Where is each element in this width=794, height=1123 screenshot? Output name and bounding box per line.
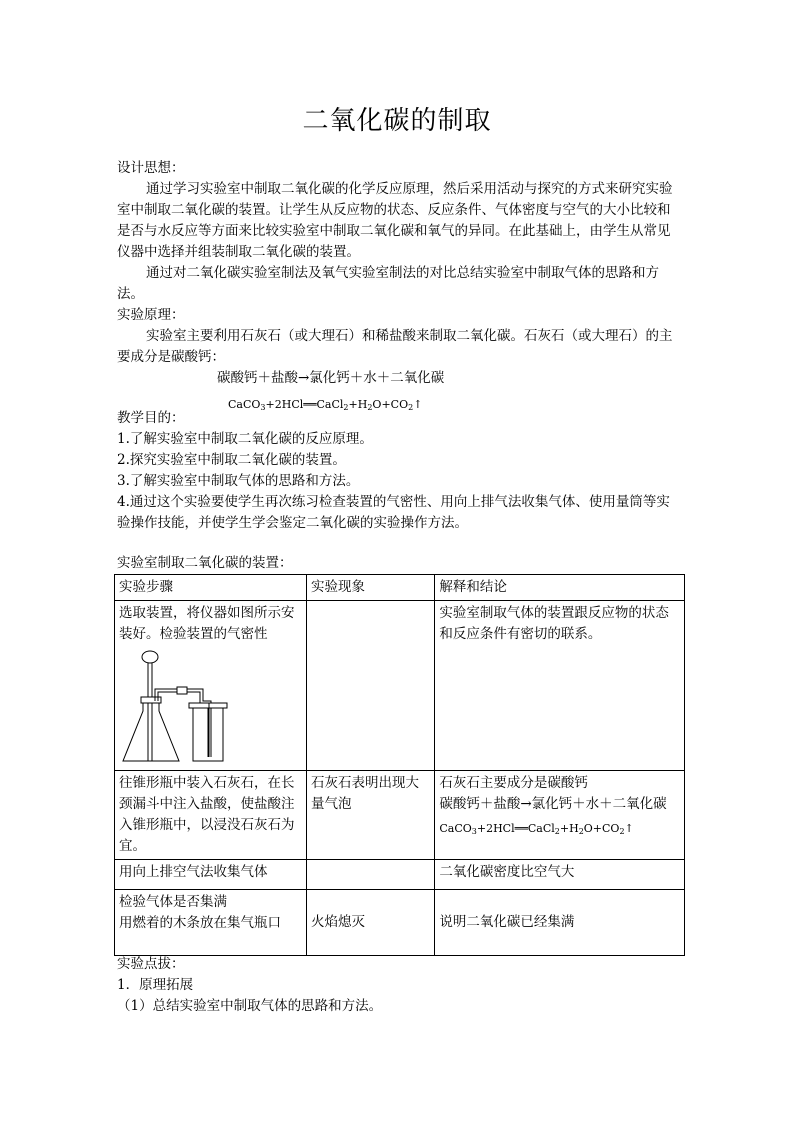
chemical-equation: $CaCO_3+2HCl══CaCl_2+H_2O+CO_2↑$ [228, 398, 423, 412]
cell-step: 用向上排空气法收集气体 [115, 860, 307, 890]
table-row [115, 860, 685, 890]
cell-phenomenon [307, 601, 435, 771]
goal-item: 1.了解实验室中制取二氧化碳的反应原理。 [117, 431, 373, 447]
table-row [115, 601, 685, 771]
conclusion-chemical-equation: $CaCO_3+2HCl══CaCl_2+H_2O+CO_2↑$ [439, 822, 634, 836]
design-paragraph-1: 通过学习实验室中制取二氧化碳的化学反应原理，然后采用活动与探究的方式来研究实验室中制取二氧化碳的装置。让学生从反应物的状态、反应条件、气体密度与空气的大小比较和是否与水反应等方面来比较实验室中制取二氧化碳和氧气的异同。在此基础上，由学生从常见仪器中选择并组装制取二氧化碳的装置。 [117, 181, 673, 260]
header-steps: 实验步骤 [115, 575, 307, 601]
cell-phenomenon: 火焰熄灭 [307, 890, 435, 956]
cell-conclusion: 说明二氧化碳已经集满 [435, 890, 685, 956]
goal-item: 4.通过这个实验要使学生再次练习检查装置的气密性、用向上排气法收集气体、使用量筒等实验操作技能，并使学生学会鉴定二氧化碳的实验操作方法。 [117, 494, 670, 531]
cell-step [115, 601, 307, 771]
principle-paragraph: 实验室主要利用石灰石（或大理石）和稀盐酸来制取二氧化碳。石灰石（或大理石）的主要成分是碳酸钙： [117, 328, 673, 365]
conclusion-word-equation: 碳酸钙＋盐酸→氯化钙＋水＋二氧化碳 [439, 796, 667, 812]
step-line: 检验气体是否集满 [119, 894, 227, 910]
cell-step: 往锥形瓶中装入石灰石，在长颈漏斗中注入盐酸，使盐酸注入锥形瓶中，以浸没石灰石为宜。 [115, 771, 307, 860]
design-paragraph-2: 通过对二氧化碳实验室制法及氧气实验室制法的对比总结实验室中制取气体的思路和方法。 [117, 265, 659, 302]
apparatus-illustration [119, 649, 231, 767]
design-heading: 设计思想： [117, 160, 185, 176]
word-equation: 碳酸钙＋盐酸→氯化钙＋水＋二氧化碳 [217, 370, 445, 386]
cell-conclusion [435, 771, 685, 860]
funnel-icon [142, 651, 158, 663]
table-row [115, 771, 685, 860]
page-title: 二氧化碳的制取 [302, 106, 492, 136]
goal-item: 3.了解实验室中制取气体的思路和方法。 [117, 473, 360, 489]
header-phenomena: 实验现象 [307, 575, 435, 601]
experiment-table [114, 574, 685, 956]
cell-conclusion: 二氧化碳密度比空气大 [435, 860, 685, 890]
table-row [115, 890, 685, 956]
points-item-2: （1）总结实验室中制取气体的思路和方法。 [117, 998, 383, 1014]
principle-heading: 实验原理： [117, 307, 185, 323]
header-conclusion: 解释和结论 [435, 575, 685, 601]
points-heading: 实验点拔： [117, 956, 185, 972]
cell-step [115, 890, 307, 956]
step-line: 用燃着的木条放在集气瓶口 [119, 915, 281, 931]
table-caption: 实验室制取二氧化碳的装置： [117, 555, 293, 571]
cell-phenomenon: 石灰石表明出现大量气泡 [307, 771, 435, 860]
points-item-1: 1．原理拓展 [117, 977, 194, 993]
table-header-row [115, 575, 685, 601]
goal-item: 2.探究实验室中制取二氧化碳的装置。 [117, 452, 346, 468]
goals-heading: 教学目的： [117, 410, 185, 426]
flask-icon [123, 699, 179, 761]
cell-phenomenon [307, 860, 435, 890]
conclusion-line: 石灰石主要成分是碳酸钙 [439, 775, 588, 791]
step-text: 选取装置，将仪器如图所示安装好。检验装置的气密性 [119, 605, 295, 642]
cell-conclusion: 实验室制取气体的装置跟反应物的状态和反应条件有密切的联系。 [435, 601, 685, 771]
